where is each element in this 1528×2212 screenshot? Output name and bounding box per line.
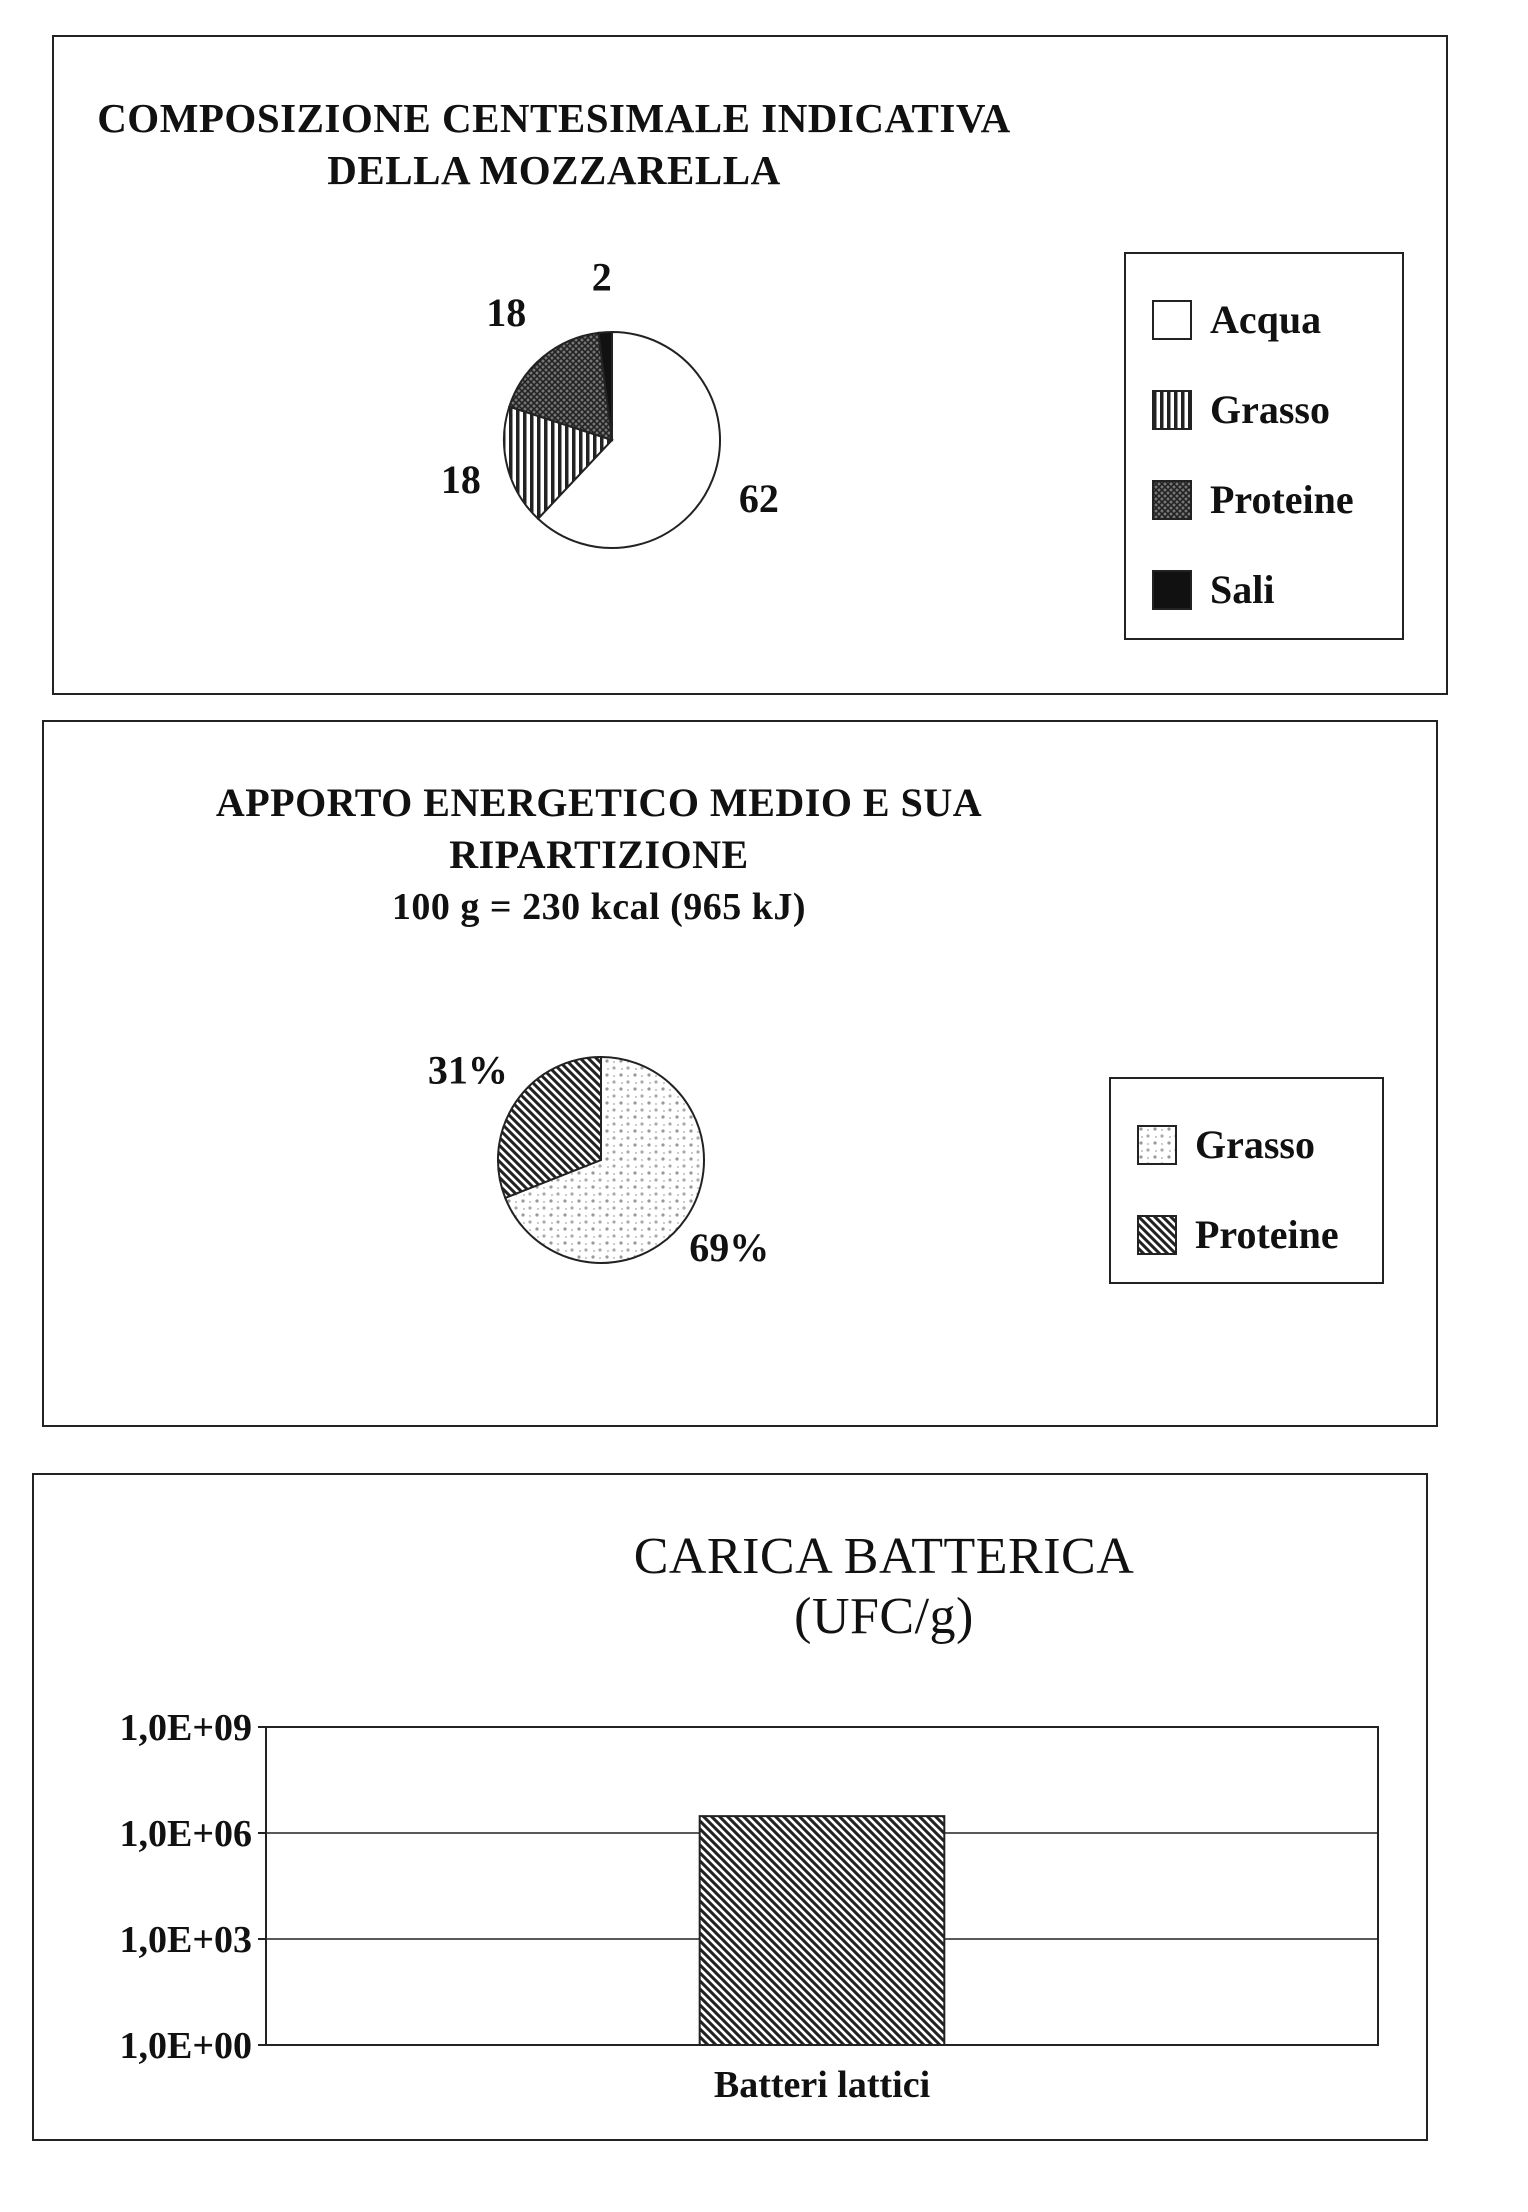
legend-swatch-proteine (1137, 1215, 1175, 1253)
legend-item-sali (1152, 544, 1402, 634)
legend-label-proteine: Proteine (1210, 476, 1354, 522)
x-category-label-batteri-lattici: Batteri lattici (713, 2064, 931, 2106)
legend-label-proteine: Proteine (1195, 1211, 1339, 1257)
legend-swatch-acqua (1152, 300, 1190, 338)
composition-chart-panel (52, 35, 1448, 695)
energy-subtitle: 100 g = 230 kcal (965 kJ) (391, 886, 807, 928)
pie-data-label-acqua: 62 (738, 476, 779, 522)
legend-item-grasso (1152, 364, 1402, 454)
bacterial-title-line-1: CARICA BATTERICA (633, 1528, 1135, 1585)
legend-swatch-sali (1152, 570, 1190, 608)
energy-title-line-1: APPORTO ENERGETICO MEDIO E SUA (215, 780, 983, 825)
legend-item-proteine (1152, 454, 1402, 544)
bacterial-chart-panel (32, 1473, 1428, 2141)
legend-item-grasso (1137, 1099, 1382, 1189)
composition-title-line-2: DELLA MOZZARELLA (327, 147, 781, 193)
energy-title-line-2: RIPARTIZIONE (449, 832, 749, 877)
bar-batteri-lattici (700, 1816, 945, 2045)
energy-pie-chart (44, 722, 1440, 1429)
pie-data-label-grasso: 18 (440, 456, 481, 502)
pie-data-label-proteine: 31% (427, 1047, 508, 1093)
pie-data-label-sali: 2 (591, 254, 612, 300)
legend-swatch-proteine (1152, 480, 1190, 518)
composition-legend (1124, 252, 1404, 640)
y-tick-label-1-0e-00: 1,0E+00 (119, 2025, 252, 2067)
energy-chart-panel (42, 720, 1438, 1427)
legend-label-acqua: Acqua (1210, 296, 1322, 342)
legend-label-grasso: Grasso (1210, 386, 1330, 432)
pie-data-label-grasso: 69% (689, 1225, 770, 1271)
legend-item-proteine (1137, 1189, 1382, 1279)
legend-swatch-grasso (1152, 390, 1190, 428)
y-tick-label-1-0e-06: 1,0E+06 (119, 1813, 252, 1855)
legend-label-sali: Sali (1210, 566, 1275, 612)
y-tick-label-1-0e-09: 1,0E+09 (119, 1707, 252, 1749)
bacterial-title-line-2: (UFC/g) (794, 1588, 974, 1645)
composition-title-line-1: COMPOSIZIONE CENTESIMALE INDICATIVA (97, 95, 1011, 141)
legend-item-acqua (1152, 274, 1402, 364)
energy-legend (1109, 1077, 1384, 1284)
bacterial-bar-chart (34, 1475, 1430, 2143)
legend-label-grasso: Grasso (1195, 1121, 1315, 1167)
legend-swatch-grasso (1137, 1125, 1175, 1163)
pie-data-label-proteine: 18 (486, 290, 527, 336)
y-tick-label-1-0e-03: 1,0E+03 (119, 1919, 252, 1961)
